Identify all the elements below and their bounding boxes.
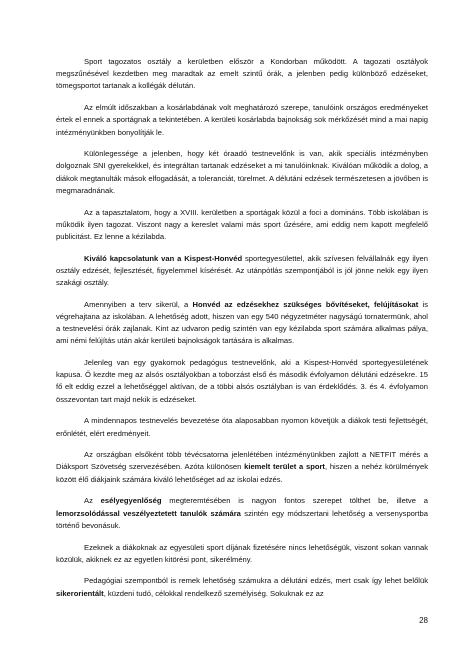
paragraph xyxy=(56,495,428,532)
text-run: sportegyesülettel, akik szívesen felvállalnák egy ilyen osztály edzését, fejlesztését, figyelemmel kísérését. Az utánpótlás szempontjából is jól jönne nekik egy ilyen szakági osztály. xyxy=(56,253,428,288)
paragraph xyxy=(56,102,428,139)
paragraph xyxy=(56,575,428,599)
text-run: Jelenleg van egy gyakornok pedagógus testnevelőnk, aki a Kispest-Honvéd sportegyesületének kapusa. Ő kezdte meg az alsós osztályokban a toborzást első és második évfolyamon délutáni edzésekre. 15 fő elt eddig ezzel a lehetőséggel aktívan, de a többi alsós osztályban is van érdeklődés. 3. és 4. évfolyamon összevontan tart majd nekik is edzéseket. xyxy=(56,358,428,404)
paragraph xyxy=(56,299,428,348)
text-run: Sport tagozatos osztály a kerületben először a Kondorban működött. A tagozati osztályok megszűnésével kezdetben meg maradtak az emelt szintű órák, a jelenben pedig különböző edzéseket, tömegsportot tartanak a kollégák délután. xyxy=(56,57,428,91)
text-run: megteremtésében is nagyon fontos szerepet tölthet be, illetve a xyxy=(161,496,428,506)
text-run: Az xyxy=(84,496,101,506)
page-number: 28 xyxy=(419,616,428,625)
text-run: Az országban elsőként több tévécsatorna jelenlétében intézményünkben zajlott a NETFIT mérés a Diáksport Szövetség szervezésében. Azóta különösen xyxy=(56,450,428,472)
paragraph xyxy=(56,449,428,486)
text-run: szintén egy módszertani lehetőség a versenysportba történő bevonásuk. xyxy=(56,508,428,530)
text-run: , hiszen a nehéz körülmények között élő diákjaink számára kiváló lehetőséget ad az iskolai edzés. xyxy=(56,462,429,484)
text-run: Ezeknek a diákoknak az egyesületi sport díjának fizetésére nincs lehetőségük, viszont sokan vannak közülük, akiknek ez az egyetlen kitörési pont, sikerélmény. xyxy=(56,542,428,564)
bold-text: esélyegyenlőség xyxy=(100,496,162,506)
text-run: Az elmúlt időszakban a kosárlabdának volt meghatározó szerepe, tanulóink országos eredményeket értek el ennek a sportágnak a tekintetében. A kerületi kosárlabda bajnokság sok mérkőzését mind a mai napig intézményünkben bonyolítják le. xyxy=(56,103,428,137)
text-run: Az a tapasztalatom, hogy a XVIII. kerületben a sportágak közül a foci a domináns. Több iskolában is működik ilyen tagozat. Viszont nagy a kereslet valami más sport űzésére, ami eddig nem kapott megfelelő publicitást. Ez lenne a kézilabda. xyxy=(56,207,428,241)
text-run: , küzdeni tudó, célokkal rendelkező személyiség. Sokuknak ez az xyxy=(103,588,324,598)
paragraph xyxy=(56,56,428,93)
paragraph xyxy=(56,357,428,406)
bold-text: sikerorientált xyxy=(56,588,104,598)
text-run: is végrehajtana az iskolában. A lehetőség adott, hiszen van egy 540 négyzetméter nagyságú tornatermünk, ahol a testnevelési órák zajlanak. Kint az udvaron pedig szintén van egy kézilabda sport számára alkalmas pálya, ami némi felújítás után akár kerületi bajnokságok tartására is alkalmas. xyxy=(56,299,429,346)
text-run: Pedagógiai szempontból is remek lehetőség számukra a délutáni edzés, mert csak így lehet belőlük xyxy=(84,576,428,586)
text-run: A mindennapos testnevelés bevezetése óta alaposabban nyomon követjük a diákok testi fejlettségét, erőnlétét, elért eredményeit. xyxy=(56,416,428,438)
body-text xyxy=(56,56,428,609)
bold-text: Honvéd az edzésekhez szükséges bővítéseket, felújításokat xyxy=(192,299,419,309)
paragraph xyxy=(56,148,428,197)
bold-text: kiemelt terület a sport xyxy=(244,462,325,472)
paragraph xyxy=(56,207,428,244)
bold-text: lemorzsolódással veszélyeztetett tanulók számára xyxy=(56,508,241,518)
text-run: Különlegessége a jelenben, hogy két óraadó testnevelőnk is van, akik speciális intézményben dolgoznak SNI gyerekekkel, és integráltan tartanak edzéseket a mi tanulóinknak. Kiválóan működik a dolog, a diákok megtanulták mások elfogadását, a toleranciát, türelmet. A délutáni edzések természetesen a jövőben is megmaradnának. xyxy=(56,149,428,195)
text-run: Amennyiben a terv sikerül, a xyxy=(84,299,193,309)
paragraph xyxy=(56,253,428,290)
paragraph xyxy=(56,542,428,566)
bold-text: Kiváló kapcsolatunk van a Kispest-Honvéd xyxy=(84,253,243,263)
paragraph xyxy=(56,415,428,439)
